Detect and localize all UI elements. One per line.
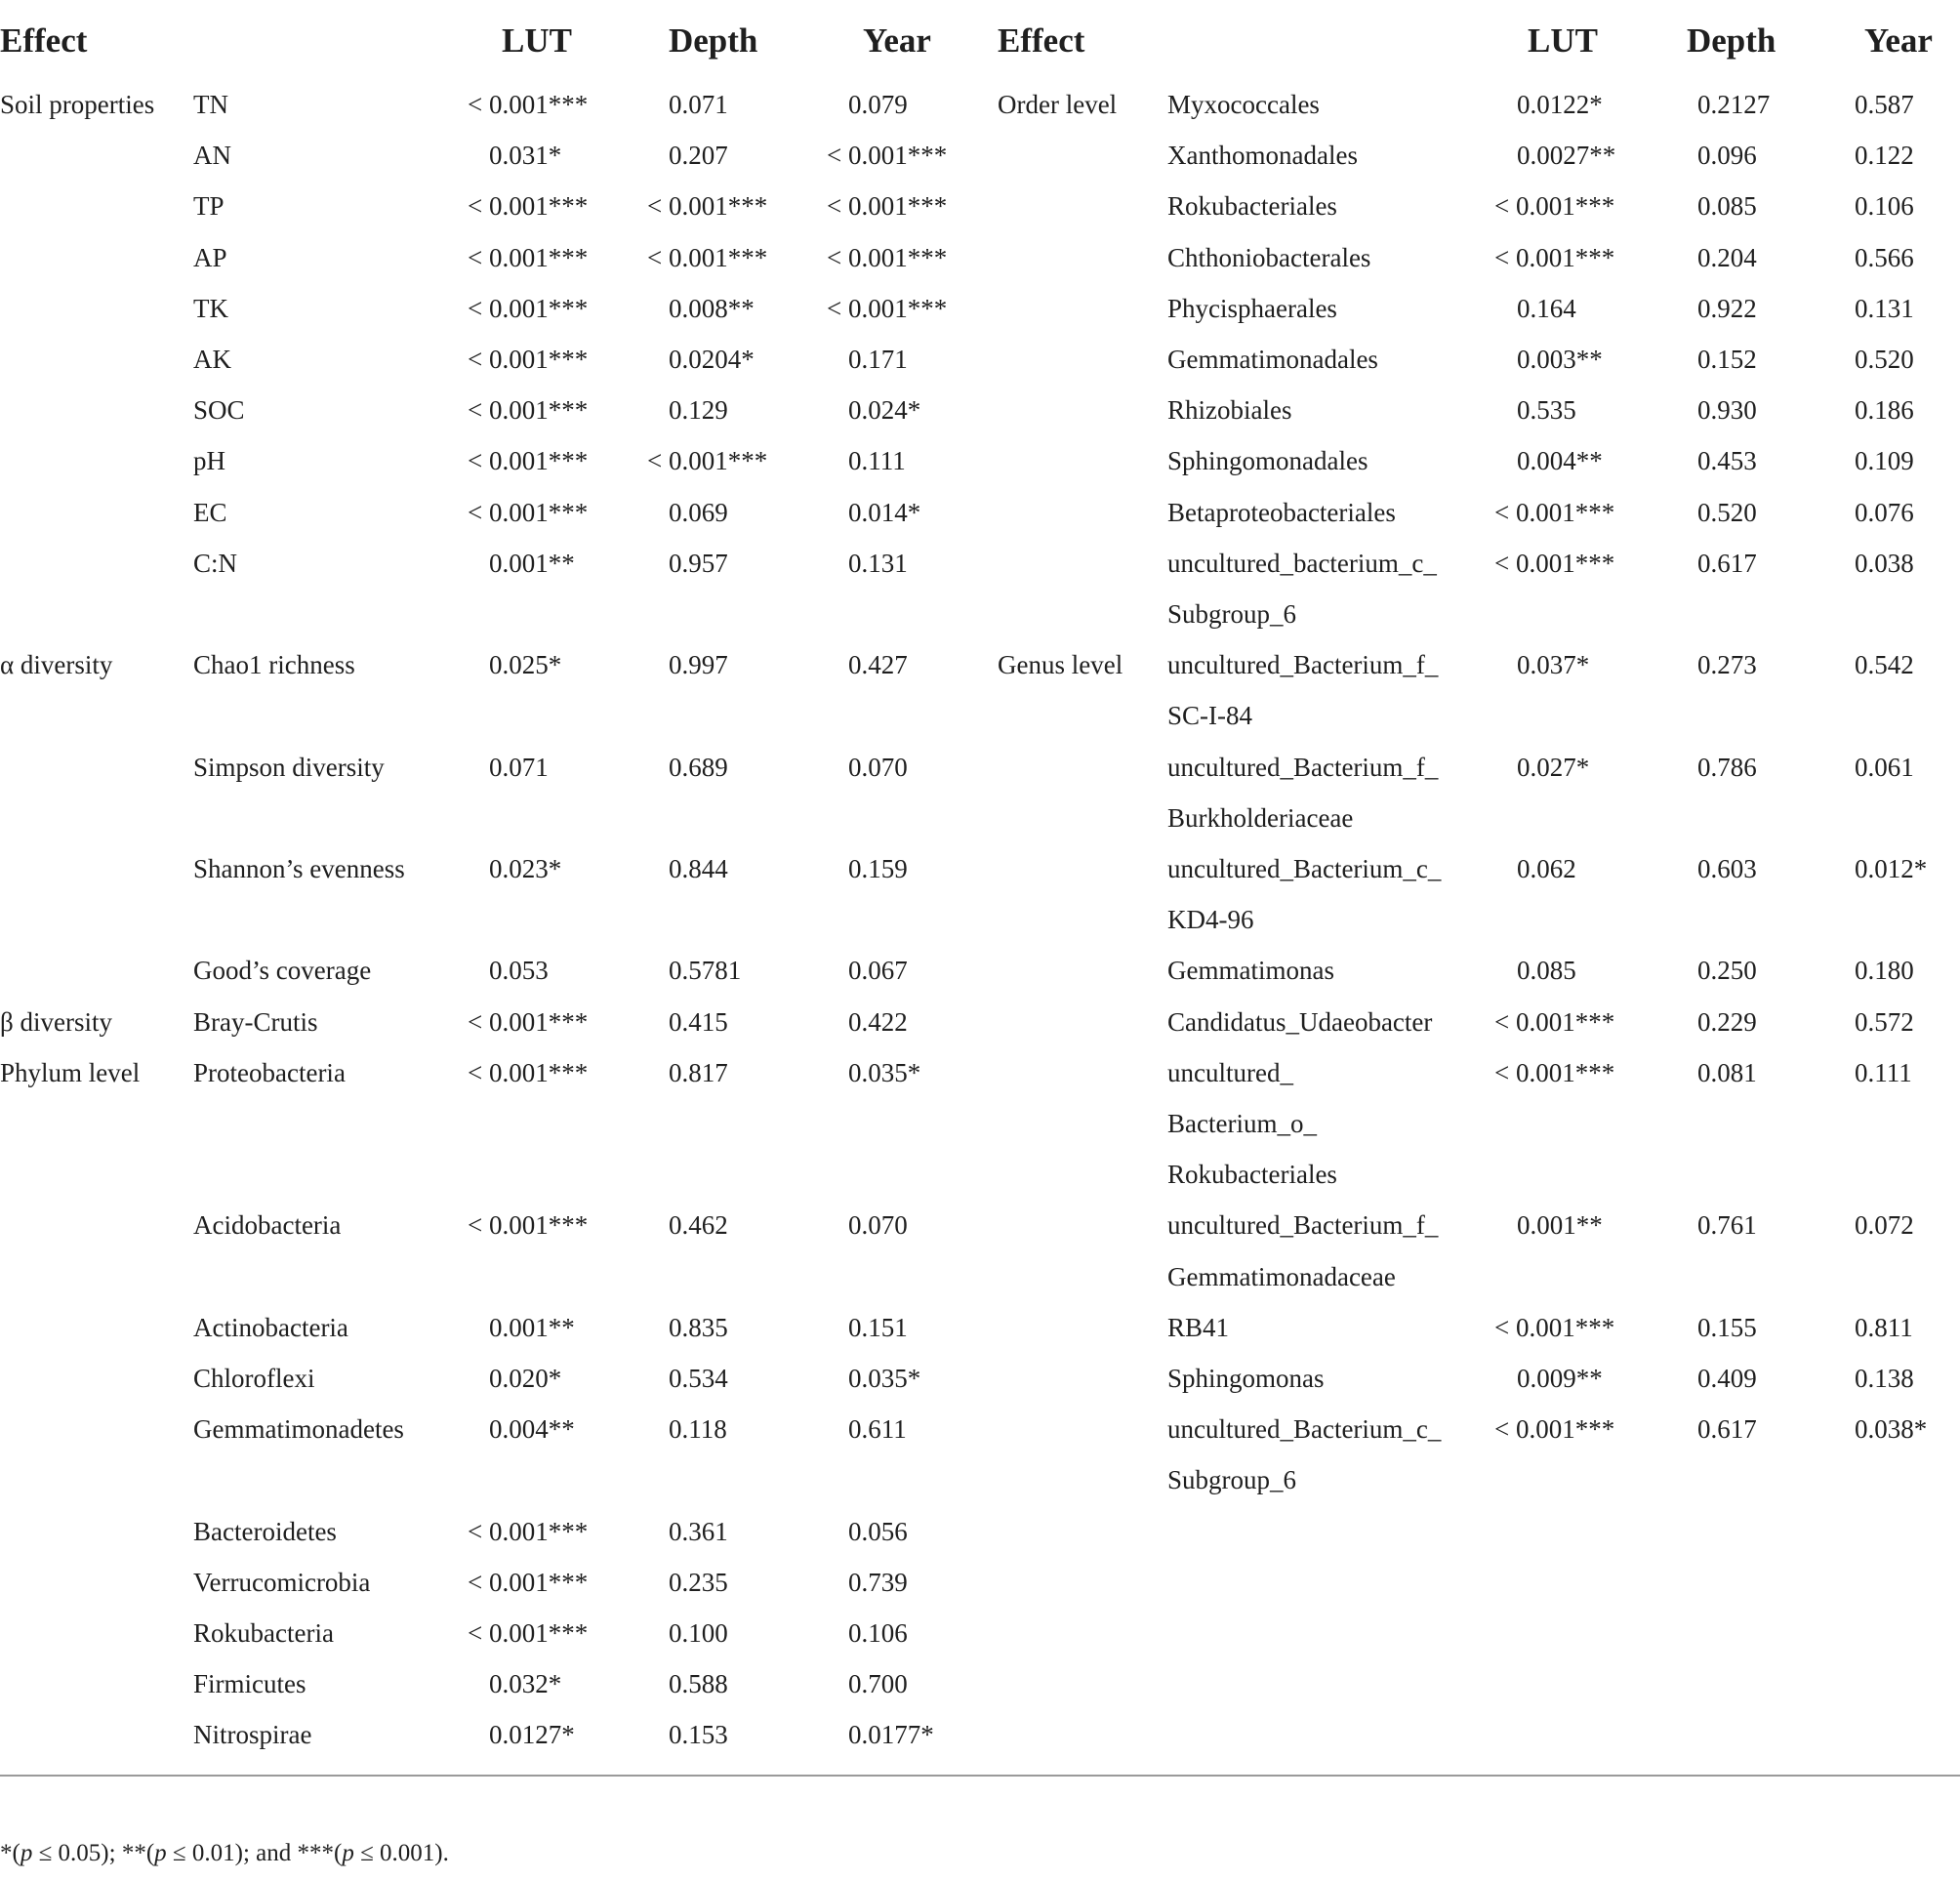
right-row-5-depth: 0.152 <box>1697 345 1757 374</box>
right-row-9-variable-line-2: Subgroup_6 <box>1167 599 1297 629</box>
left-row-8-lut: < 0.001*** <box>468 497 589 527</box>
right-row-5-lut: 0.003** <box>1517 345 1603 374</box>
left-row-16-variable: Acidobacteria <box>193 1210 342 1241</box>
left-row-4-depth: 0.008** <box>669 293 755 323</box>
left-row-8-depth: 0.069 <box>669 497 728 527</box>
right-row-6-lut: 0.535 <box>1517 395 1576 426</box>
right-row-0-depth: 0.2127 <box>1697 90 1771 119</box>
left-row-16-lut: < 0.001*** <box>468 1210 589 1241</box>
left-row-23-depth: 0.588 <box>669 1669 728 1699</box>
right-row-9-variable: uncultured_bacterium_c_ <box>1167 548 1437 578</box>
left-row-5-depth: 0.0204* <box>669 345 755 374</box>
right-row-1-depth: 0.096 <box>1697 141 1757 171</box>
right-row-18-depth: 0.409 <box>1697 1364 1757 1393</box>
left-row-0-year: 0.079 <box>848 90 908 119</box>
left-row-22-variable: Rokubacteria <box>193 1618 334 1648</box>
left-row-13-variable: Good’s coverage <box>193 956 372 986</box>
left-row-10-variable: Chao1 richness <box>193 650 355 680</box>
right-row-17-lut: < 0.001*** <box>1494 1312 1615 1342</box>
right-row-0-group: Order level <box>998 90 1118 119</box>
header-depth-right: Depth <box>1687 21 1776 60</box>
left-row-18-depth: 0.534 <box>669 1364 728 1393</box>
right-row-1-lut: 0.0027** <box>1517 141 1616 171</box>
right-row-2-lut: < 0.001*** <box>1494 191 1615 222</box>
left-row-17-year: 0.151 <box>848 1312 908 1342</box>
left-row-13-lut: 0.053 <box>489 956 549 986</box>
left-row-21-depth: 0.235 <box>669 1567 728 1597</box>
left-row-19-year: 0.611 <box>848 1414 907 1445</box>
left-row-12-year: 0.159 <box>848 854 908 883</box>
left-row-17-depth: 0.835 <box>669 1312 728 1342</box>
left-row-17-lut: 0.001** <box>489 1312 575 1342</box>
left-row-24-depth: 0.153 <box>669 1720 728 1750</box>
left-row-0-depth: 0.071 <box>669 90 728 119</box>
left-row-2-depth: < 0.001*** <box>647 191 768 222</box>
left-row-3-variable: AP <box>193 242 227 272</box>
right-row-12-year: 0.012* <box>1855 854 1928 883</box>
left-row-14-lut: < 0.001*** <box>468 1006 589 1037</box>
left-row-16-year: 0.070 <box>848 1210 908 1241</box>
right-row-3-year: 0.566 <box>1855 242 1914 272</box>
right-row-10-lut: 0.037* <box>1517 650 1590 680</box>
left-row-21-variable: Verrucomicrobia <box>193 1567 371 1597</box>
right-row-13-depth: 0.250 <box>1697 956 1757 986</box>
left-row-10-group: α diversity <box>0 650 113 680</box>
right-row-19-year: 0.038* <box>1855 1414 1928 1445</box>
right-row-14-depth: 0.229 <box>1697 1006 1757 1037</box>
left-row-3-depth: < 0.001*** <box>647 242 768 272</box>
left-row-1-lut: 0.031* <box>489 141 562 171</box>
left-row-19-lut: 0.004** <box>489 1414 575 1445</box>
right-row-18-lut: 0.009** <box>1517 1364 1603 1393</box>
left-row-1-year: < 0.001*** <box>827 141 948 171</box>
right-row-8-variable: Betaproteobacteriales <box>1167 497 1396 527</box>
right-row-9-lut: < 0.001*** <box>1494 548 1615 578</box>
right-row-15-variable-line-3: Rokubacteriales <box>1167 1160 1337 1190</box>
left-row-11-depth: 0.689 <box>669 752 728 782</box>
right-row-6-year: 0.186 <box>1855 395 1914 426</box>
left-row-9-year: 0.131 <box>848 548 908 578</box>
right-row-11-depth: 0.786 <box>1697 752 1757 782</box>
left-row-15-lut: < 0.001*** <box>468 1057 589 1087</box>
left-row-23-year: 0.700 <box>848 1669 908 1699</box>
left-row-14-group: β diversity <box>0 1006 112 1037</box>
header-year-right: Year <box>1864 21 1933 60</box>
left-row-12-variable: Shannon’s evenness <box>193 854 405 883</box>
footnote-segment-0: *( <box>0 1840 20 1866</box>
left-row-6-lut: < 0.001*** <box>468 395 589 426</box>
right-row-18-variable: Sphingomonas <box>1167 1364 1325 1393</box>
left-row-12-depth: 0.844 <box>669 854 728 883</box>
left-row-11-lut: 0.071 <box>489 752 549 782</box>
left-row-14-variable: Bray-Crutis <box>193 1006 318 1037</box>
left-row-0-group: Soil properties <box>0 90 155 119</box>
left-row-0-lut: < 0.001*** <box>468 90 589 119</box>
left-row-20-variable: Bacteroidetes <box>193 1516 337 1546</box>
footnote-segment-6: ≤ 0.001). <box>353 1840 449 1866</box>
right-row-6-variable: Rhizobiales <box>1167 395 1292 426</box>
right-row-13-lut: 0.085 <box>1517 956 1576 986</box>
left-row-6-depth: 0.129 <box>669 395 728 426</box>
left-row-4-lut: < 0.001*** <box>468 293 589 323</box>
left-row-14-depth: 0.415 <box>669 1006 728 1037</box>
left-row-13-depth: 0.5781 <box>669 956 742 986</box>
left-row-7-lut: < 0.001*** <box>468 446 589 476</box>
left-row-23-lut: 0.032* <box>489 1669 562 1699</box>
right-row-12-lut: 0.062 <box>1517 854 1576 883</box>
right-row-2-depth: 0.085 <box>1697 191 1757 222</box>
left-row-7-depth: < 0.001*** <box>647 446 768 476</box>
right-row-17-year: 0.811 <box>1855 1312 1913 1342</box>
right-row-4-variable: Phycisphaerales <box>1167 293 1337 323</box>
left-row-18-variable: Chloroflexi <box>193 1364 315 1393</box>
left-row-22-lut: < 0.001*** <box>468 1618 589 1648</box>
right-row-9-depth: 0.617 <box>1697 548 1757 578</box>
right-row-10-variable-line-2: SC-I-84 <box>1167 701 1252 731</box>
left-row-11-variable: Simpson diversity <box>193 752 385 782</box>
left-row-3-lut: < 0.001*** <box>468 242 589 272</box>
left-row-2-variable: TP <box>193 191 225 222</box>
right-row-16-depth: 0.761 <box>1697 1210 1757 1241</box>
right-row-1-year: 0.122 <box>1855 141 1914 171</box>
right-row-1-variable: Xanthomonadales <box>1167 141 1358 171</box>
right-row-16-variable: uncultured_Bacterium_f_ <box>1167 1210 1439 1241</box>
header-lut-left: LUT <box>502 21 572 60</box>
header-effect-right: Effect <box>998 21 1085 60</box>
left-row-22-depth: 0.100 <box>669 1618 728 1648</box>
left-row-9-depth: 0.957 <box>669 548 728 578</box>
right-row-16-variable-line-2: Gemmatimonadaceae <box>1167 1261 1396 1291</box>
footnote-segment-1: p <box>20 1840 33 1866</box>
left-row-0-variable: TN <box>193 90 228 119</box>
left-row-15-depth: 0.817 <box>669 1057 728 1087</box>
left-row-4-variable: TK <box>193 293 228 323</box>
left-row-15-group: Phylum level <box>0 1057 141 1087</box>
right-row-2-variable: Rokubacteriales <box>1167 191 1337 222</box>
right-row-11-variable: uncultured_Bacterium_f_ <box>1167 752 1439 782</box>
left-row-20-lut: < 0.001*** <box>468 1516 589 1546</box>
right-row-17-variable: RB41 <box>1167 1312 1230 1342</box>
left-row-4-year: < 0.001*** <box>827 293 948 323</box>
right-row-14-year: 0.572 <box>1855 1006 1914 1037</box>
left-row-16-depth: 0.462 <box>669 1210 728 1241</box>
right-row-0-lut: 0.0122* <box>1517 90 1603 119</box>
left-row-15-year: 0.035* <box>848 1057 921 1087</box>
left-row-11-year: 0.070 <box>848 752 908 782</box>
left-row-23-variable: Firmicutes <box>193 1669 306 1699</box>
right-row-7-depth: 0.453 <box>1697 446 1757 476</box>
right-row-19-variable-line-2: Subgroup_6 <box>1167 1465 1297 1495</box>
left-row-18-year: 0.035* <box>848 1364 921 1393</box>
bottom-rule <box>0 1775 1960 1777</box>
left-row-21-lut: < 0.001*** <box>468 1567 589 1597</box>
right-row-8-depth: 0.520 <box>1697 497 1757 527</box>
left-row-10-lut: 0.025* <box>489 650 562 680</box>
left-row-5-year: 0.171 <box>848 345 908 374</box>
left-row-9-variable: C:N <box>193 548 238 578</box>
left-row-13-year: 0.067 <box>848 956 908 986</box>
right-row-15-year: 0.111 <box>1855 1057 1912 1087</box>
right-row-8-lut: < 0.001*** <box>1494 497 1615 527</box>
right-row-10-group: Genus level <box>998 650 1123 680</box>
left-row-19-depth: 0.118 <box>669 1414 727 1445</box>
right-row-19-lut: < 0.001*** <box>1494 1414 1615 1445</box>
right-row-19-depth: 0.617 <box>1697 1414 1757 1445</box>
right-row-16-lut: 0.001** <box>1517 1210 1603 1241</box>
left-row-7-year: 0.111 <box>848 446 906 476</box>
footnote-segment-3: p <box>154 1840 167 1866</box>
left-row-19-variable: Gemmatimonadetes <box>193 1414 404 1445</box>
left-row-7-variable: pH <box>193 446 225 476</box>
header-lut-right: LUT <box>1528 21 1598 60</box>
right-row-18-year: 0.138 <box>1855 1364 1914 1393</box>
right-row-11-variable-line-2: Burkholderiaceae <box>1167 802 1354 833</box>
footnote-segment-4: ≤ 0.01); and ***( <box>166 1840 343 1866</box>
left-row-6-variable: SOC <box>193 395 245 426</box>
right-row-4-year: 0.131 <box>1855 293 1914 323</box>
right-row-9-year: 0.038 <box>1855 548 1914 578</box>
left-row-18-lut: 0.020* <box>489 1364 562 1393</box>
left-row-24-variable: Nitrospirae <box>193 1720 312 1750</box>
right-row-14-variable: Candidatus_Udaeobacter <box>1167 1006 1433 1037</box>
left-row-22-year: 0.106 <box>848 1618 908 1648</box>
right-row-12-variable-line-2: KD4-96 <box>1167 905 1254 935</box>
left-row-3-year: < 0.001*** <box>827 242 948 272</box>
right-row-11-lut: 0.027* <box>1517 752 1590 782</box>
right-row-15-depth: 0.081 <box>1697 1057 1757 1087</box>
left-row-17-variable: Actinobacteria <box>193 1312 348 1342</box>
right-row-8-year: 0.076 <box>1855 497 1914 527</box>
right-row-14-lut: < 0.001*** <box>1494 1006 1615 1037</box>
header-year-left: Year <box>863 21 931 60</box>
left-row-15-variable: Proteobacteria <box>193 1057 346 1087</box>
header-depth-left: Depth <box>669 21 758 60</box>
left-row-20-depth: 0.361 <box>669 1516 728 1546</box>
right-row-7-lut: 0.004** <box>1517 446 1603 476</box>
left-row-9-lut: 0.001** <box>489 548 575 578</box>
right-row-15-variable-line-2: Bacterium_o_ <box>1167 1109 1317 1138</box>
right-row-15-variable: uncultured_ <box>1167 1057 1293 1087</box>
left-row-20-year: 0.056 <box>848 1516 908 1546</box>
footnote-segment-2: ≤ 0.05); **( <box>32 1840 155 1866</box>
right-row-7-variable: Sphingomonadales <box>1167 446 1368 476</box>
right-row-0-variable: Myxococcales <box>1167 90 1320 119</box>
right-row-12-variable: uncultured_Bacterium_c_ <box>1167 854 1442 883</box>
left-row-8-year: 0.014* <box>848 497 921 527</box>
right-row-3-depth: 0.204 <box>1697 242 1757 272</box>
left-row-12-lut: 0.023* <box>489 854 562 883</box>
left-row-10-depth: 0.997 <box>669 650 728 680</box>
right-row-10-year: 0.542 <box>1855 650 1914 680</box>
left-row-21-year: 0.739 <box>848 1567 908 1597</box>
left-row-14-year: 0.422 <box>848 1006 908 1037</box>
right-row-12-depth: 0.603 <box>1697 854 1757 883</box>
left-row-24-lut: 0.0127* <box>489 1720 575 1750</box>
left-row-8-variable: EC <box>193 497 227 527</box>
right-row-4-depth: 0.922 <box>1697 293 1757 323</box>
footnote-segment-5: p <box>342 1840 354 1866</box>
left-row-1-depth: 0.207 <box>669 141 728 171</box>
left-row-1-variable: AN <box>193 141 231 171</box>
left-row-5-variable: AK <box>193 345 231 374</box>
right-row-3-variable: Chthoniobacterales <box>1167 242 1371 272</box>
right-row-3-lut: < 0.001*** <box>1494 242 1615 272</box>
header-effect-left: Effect <box>0 21 88 60</box>
right-row-17-depth: 0.155 <box>1697 1312 1757 1342</box>
right-row-5-year: 0.520 <box>1855 345 1914 374</box>
right-row-7-year: 0.109 <box>1855 446 1914 476</box>
right-row-13-year: 0.180 <box>1855 956 1914 986</box>
right-row-5-variable: Gemmatimonadales <box>1167 345 1378 374</box>
left-row-2-lut: < 0.001*** <box>468 191 589 222</box>
left-row-5-lut: < 0.001*** <box>468 345 589 374</box>
right-row-19-variable: uncultured_Bacterium_c_ <box>1167 1414 1442 1445</box>
left-row-6-year: 0.024* <box>848 395 921 426</box>
right-row-11-year: 0.061 <box>1855 752 1914 782</box>
left-row-2-year: < 0.001*** <box>827 191 948 222</box>
right-row-0-year: 0.587 <box>1855 90 1914 119</box>
right-row-6-depth: 0.930 <box>1697 395 1757 426</box>
right-row-10-depth: 0.273 <box>1697 650 1757 680</box>
right-row-15-lut: < 0.001*** <box>1494 1057 1615 1087</box>
right-row-10-variable: uncultured_Bacterium_f_ <box>1167 650 1439 680</box>
right-row-13-variable: Gemmatimonas <box>1167 956 1334 986</box>
right-row-4-lut: 0.164 <box>1517 293 1576 323</box>
right-row-16-year: 0.072 <box>1855 1210 1914 1241</box>
right-row-2-year: 0.106 <box>1855 191 1914 222</box>
significance-footnote <box>0 1839 449 1868</box>
left-row-24-year: 0.0177* <box>848 1720 934 1750</box>
left-row-10-year: 0.427 <box>848 650 908 680</box>
